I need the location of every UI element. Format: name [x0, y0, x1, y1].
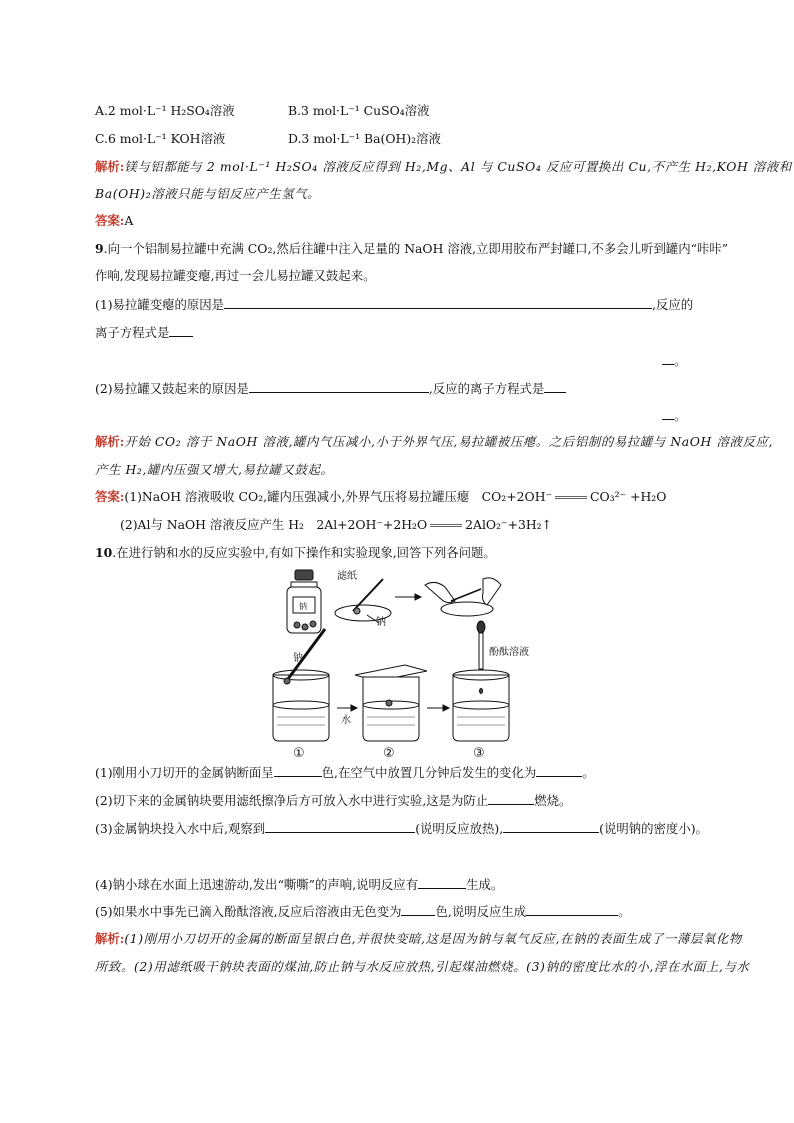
part-text: (3)金属钠块投入水中后,观察到 — [95, 821, 266, 836]
explanation-label: 解析: — [95, 931, 125, 946]
period: 。 — [582, 765, 595, 780]
option-c: C.6 mol·L⁻¹ KOH溶液 — [95, 131, 226, 146]
answer-blank[interactable] — [503, 820, 599, 833]
q10-explanation-line-2 — [95, 959, 749, 975]
part-text: 色,在空气中放置几分钟后发生的变化为 — [321, 765, 537, 780]
period: 。 — [674, 353, 687, 368]
q9-part-2-end — [662, 407, 686, 424]
beaker-1 — [273, 629, 329, 741]
answer-blank[interactable] — [224, 296, 652, 309]
part-text: ,反应的 — [652, 297, 694, 312]
answer-blank[interactable] — [265, 820, 415, 833]
part-text: (说明钠的密度小)。 — [599, 821, 708, 836]
answer-blank[interactable] — [662, 352, 674, 365]
period: 。 — [618, 904, 631, 919]
arrow-icon — [351, 705, 357, 711]
part-text: (说明反应放热), — [415, 821, 504, 836]
answer-blank[interactable] — [249, 380, 429, 393]
part-text: (4)钠小球在水面上迅速游动,发出“嘶嘶”的声响,说明反应有 — [95, 877, 419, 892]
label-phenolphthalein: 酚酞溶液 — [489, 647, 529, 658]
q8-explanation-line-2 — [95, 186, 320, 202]
answer-blank[interactable] — [418, 876, 466, 889]
question-number: 10 — [95, 545, 113, 560]
arrow-icon — [443, 705, 449, 711]
answer-blank[interactable] — [274, 764, 322, 777]
label-step-3: ③ — [473, 746, 485, 760]
sodium-piece-icon — [284, 678, 290, 684]
q9-explanation-line-2 — [95, 462, 333, 478]
question-number: 9 — [95, 241, 104, 256]
question-text: .在进行钠和水的反应实验中,有如下操作和实验现象,回答下列各问题。 — [112, 545, 496, 560]
answer-product: 2AlO₂⁻+3H₂↑ — [465, 517, 553, 532]
label-sodium-top: 钠 — [376, 617, 386, 628]
q9-explanation-line-1 — [95, 434, 773, 450]
answer-text: (1)NaOH 溶液吸收 CO₂,罐内压强减小,外界气压将易拉罐压瘪 CO₂+2OH⁻ — [124, 489, 553, 504]
part-text: ,反应的离子方程式是 — [428, 381, 545, 396]
part-text: 色,说明反应生成 — [435, 904, 527, 919]
q9-part-2 — [95, 380, 566, 397]
answer-blank[interactable] — [169, 324, 193, 337]
label-sodium-left: 钠 — [293, 653, 303, 664]
reaction-arrow — [555, 496, 587, 499]
part-text: 离子方程式是 — [95, 325, 170, 340]
option-a: A.2 mol·L⁻¹ H₂SO₄溶液 — [95, 103, 235, 118]
q10-part-2 — [95, 792, 571, 809]
answer-text: (2)Al与 NaOH 溶液反应产生 H₂ 2Al+2OH⁻+2H₂O — [120, 517, 428, 532]
q8-answer — [95, 213, 133, 229]
q10-explanation-line-1 — [95, 931, 742, 947]
beaker-3 — [453, 621, 509, 741]
q10-part-5 — [95, 903, 631, 920]
explanation-label: 解析: — [95, 434, 125, 449]
answer-text: A — [124, 213, 134, 228]
part-text: 生成。 — [466, 877, 504, 892]
answer-blank[interactable] — [544, 380, 566, 393]
answer-blank[interactable] — [536, 764, 582, 777]
answer-product: CO₃²⁻ +H₂O — [590, 489, 667, 504]
part-text: 燃烧。 — [534, 793, 572, 808]
q9-stem-line-1 — [95, 241, 728, 257]
hand-icon — [483, 578, 502, 605]
sodium-piece-icon — [354, 608, 360, 614]
answer-blank[interactable] — [401, 903, 435, 916]
reaction-arrow — [430, 524, 462, 527]
q10-part-4 — [95, 876, 503, 893]
q9-part-1-line-2 — [95, 324, 193, 341]
dropper-bulb-icon — [477, 621, 485, 633]
dropper-icon — [479, 633, 483, 669]
answer-blank[interactable] — [488, 792, 534, 805]
q10-part-1 — [95, 764, 595, 781]
hand-icon — [425, 582, 455, 602]
explanation-text: (1)刚用小刀切开的金属的断面呈银白色,并很快变暗,这是因为钠与氧气反应,在钠的表面生成了一薄层氧化物 — [124, 931, 742, 946]
option-d: D.3 mol·L⁻¹ Ba(OH)₂溶液 — [288, 131, 441, 146]
part-text: (1)刚用小刀切开的金属钠断面呈 — [95, 765, 274, 780]
part-text: (2)切下来的金属钠块要用滤纸擦净后方可放入水中进行实验,这是为防止 — [95, 793, 489, 808]
q8-explanation-line-1 — [95, 159, 792, 175]
part-text: (1)易拉罐变瘪的原因是 — [95, 297, 225, 312]
explanation-text: 所致。(2)用滤纸吸干钠块表面的煤油,防止钠与水反应放热,引起煤油燃烧。(3)钠的密度比水的小,浮在水面上,与水 — [95, 959, 750, 974]
q9-stem-line-2: 作响,发现易拉罐变瘪,再过一会儿易拉罐又鼓起来。 — [95, 268, 376, 283]
beaker-2 — [355, 665, 427, 741]
part-text: (2)易拉罐又鼓起来的原因是 — [95, 381, 249, 396]
explanation-text: 开始 CO₂ 溶于 NaOH 溶液,罐内气压减小,小于外界气压,易拉罐被压瘪。之后铝制的易拉罐与 NaOH 溶液反应, — [124, 434, 773, 449]
answer-blank[interactable] — [662, 407, 674, 420]
q9-part-1 — [95, 296, 693, 313]
answer-blank[interactable] — [526, 903, 618, 916]
explanation-text: 镁与铝都能与 2 mol·L⁻¹ H₂SO₄ 溶液反应得到 H₂,Mg、Al 与 CuSO₄ 反应可置换出 Cu,不产生 H₂,KOH 溶液和 — [124, 159, 792, 174]
answer-label: 答案: — [95, 489, 125, 504]
q9-part-1-end — [662, 352, 686, 369]
part-text: (5)如果水中事先已滴入酚酞溶液,反应后溶液由无色变为 — [95, 904, 402, 919]
q9-answer-line-2 — [120, 517, 552, 533]
q10-part-3 — [95, 820, 708, 837]
answer-label: 答案: — [95, 213, 125, 228]
label-bottle: 钠 — [299, 602, 307, 611]
drop-icon — [480, 689, 483, 694]
label-step-2: ② — [383, 746, 395, 760]
period: 。 — [674, 408, 687, 423]
explanation-text: 产生 H₂,罐内压强又增大,易拉罐又鼓起。 — [95, 462, 334, 477]
label-filter-paper: 滤纸 — [337, 571, 357, 582]
question-text: .向一个铝制易拉罐中充满 CO₂,然后往罐中注入足量的 NaOH 溶液,立即用胶布严封罐口,不多会儿听到罐内“咔咔” — [103, 241, 729, 256]
explanation-label: 解析: — [95, 159, 125, 174]
option-b: B.3 mol·L⁻¹ CuSO₄溶液 — [288, 103, 430, 118]
q9-answer-line-1 — [95, 489, 666, 505]
q10-stem — [95, 545, 496, 561]
explanation-text: Ba(OH)₂溶液只能与铝反应产生氢气。 — [95, 186, 321, 201]
sodium-ball-icon — [386, 700, 392, 706]
label-step-1: ① — [293, 746, 305, 760]
label-water: 水 — [341, 715, 351, 726]
sodium-water-experiment-figure — [255, 565, 540, 760]
